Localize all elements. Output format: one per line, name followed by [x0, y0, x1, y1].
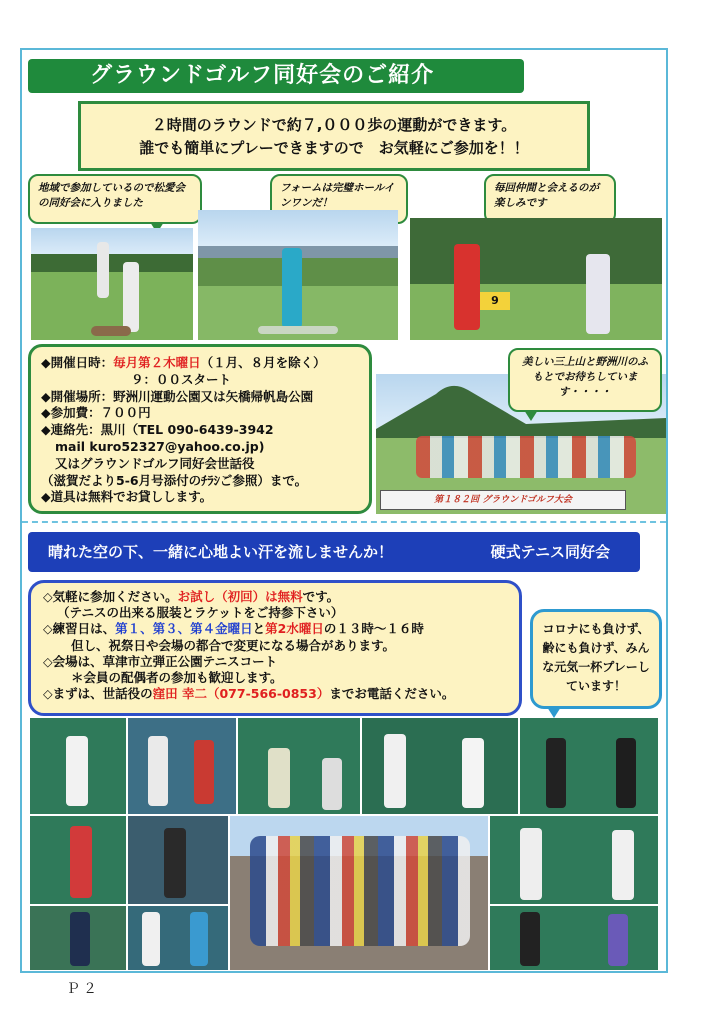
golf-lead-line1: ２時間のラウンドで約７,０００歩の運動ができます。 — [151, 116, 517, 134]
tennis-invitation: 晴れた空の下、一緒に心地よい汗を流しませんか！ — [48, 543, 394, 561]
golf-flag-number: 9 — [480, 292, 510, 310]
tennis-photo-8 — [490, 816, 658, 904]
tennis-line-3mid: と — [252, 621, 266, 637]
golf-photo-1 — [31, 228, 193, 340]
tennis-line-1a: ◇気軽に参加ください。 — [43, 589, 178, 604]
tennis-photo-9 — [30, 906, 126, 970]
golf-info-date-label: ◆開催日時： — [41, 355, 114, 370]
golf-speech-bubble-3-text: 毎回仲間と会えるのが楽しみです — [494, 182, 599, 209]
tennis-line-7b: までお電話ください。 — [329, 686, 455, 702]
golf-photo-3 — [410, 218, 662, 340]
tennis-line-3 — [43, 621, 507, 637]
tennis-group-photo — [230, 816, 488, 970]
golf-speech-bubble-1 — [28, 174, 202, 224]
golf-speech-bubble-2-text: フォームは完璧ホールインワンだ！ — [280, 182, 395, 209]
tennis-wednesday-day: 第2水曜日 — [265, 621, 324, 637]
tennis-speech-bubble — [530, 609, 662, 709]
tennis-photo-7 — [128, 816, 228, 904]
tennis-line-5: ◇会場は、草津市立弾正公園テニスコート — [43, 653, 278, 669]
tennis-line-7 — [43, 686, 507, 702]
tennis-line-2: （テニスの出来る服装とラケットをご持参下さい） — [57, 605, 344, 621]
tennis-info-box — [28, 580, 522, 716]
golf-info-date-note: （１月、８月を除く） — [200, 355, 326, 370]
tennis-photo-10 — [128, 906, 228, 970]
tennis-photo-5 — [520, 718, 658, 814]
golf-section-title: グラウンドゴルフ同好会のご紹介 — [28, 59, 524, 93]
tennis-line-4: 但し、祝祭日や会場の都合で変更になる場合があります。 — [71, 637, 396, 653]
tennis-photo-collage — [30, 718, 658, 970]
golf-lead-box — [78, 101, 590, 171]
golf-info-contact: ◆連絡先：黒川（TEL 090-6439-3942 — [41, 422, 274, 438]
tennis-photo-1 — [30, 718, 126, 814]
golf-info-date-value: 毎月第２木曜日 — [113, 355, 201, 370]
page-number: Ｐ２ — [66, 981, 100, 997]
golf-info-mail: mail kuro52327@yahoo.co.jp) — [55, 438, 265, 454]
tennis-line-6: ＊会員の配偶者の参加も歓迎します。 — [71, 670, 283, 686]
tennis-photo-3 — [238, 718, 360, 814]
golf-photo-2 — [198, 210, 398, 340]
golf-speech-bubble-3 — [484, 174, 616, 224]
golf-speech-bubble-1-text: 地域で参加しているので松愛会の同好会に入りました — [38, 182, 185, 209]
tennis-friday-days: 第１、第３、第４金曜日 — [115, 621, 253, 637]
golf-speech-bubble-4-text: 美しい三上山と野洲川のふもとでお待ちしています・・・・ — [522, 356, 648, 398]
tennis-line-7a: ◇まずは、世話役の — [43, 686, 153, 702]
section-divider — [22, 521, 666, 523]
tennis-contact-person: 窪田 幸二（077-566-0853） — [152, 686, 330, 702]
golf-speech-bubble-4 — [508, 348, 662, 412]
golf-info-admin: 又はグラウンドゴルフ同好会世話役 — [55, 455, 255, 471]
golf-info-fee: ◆参加費：７００円 — [41, 405, 151, 421]
tennis-line-1b: です。 — [302, 589, 340, 604]
tennis-section-bar — [28, 532, 640, 572]
tennis-line-1 — [43, 589, 507, 605]
golf-info-place: ◆開催場所：野洲川運動公園又は矢橋帰帆島公園 — [41, 388, 314, 404]
golf-info-box — [28, 344, 372, 514]
tennis-speech-bubble-text: コロナにも負けず、齢にも負けず、みんな元気一杯プレーしています！ — [542, 622, 650, 693]
tennis-line-3b: の１３時〜１６時 — [323, 621, 424, 637]
tennis-free-trial: お試し（初回）は無料 — [177, 589, 303, 604]
golf-info-start: ９：００スタート — [131, 371, 232, 387]
tennis-photo-4 — [362, 718, 518, 814]
golf-tournament-banner: 第１８２回 グラウンドゴルフ大会 — [380, 490, 626, 510]
golf-info-date — [41, 355, 359, 372]
golf-info-ref: （滋賀だより5-6月号添付のﾁﾗｼご参照）まで。 — [41, 472, 308, 488]
tennis-photo-11 — [490, 906, 658, 970]
golf-lead-line2: 誰でも簡単にプレーできますので お気軽にご参加を！！ — [139, 139, 529, 157]
tennis-photo-2 — [128, 718, 236, 814]
tennis-line-3a: ◇練習日は、 — [43, 621, 116, 637]
tennis-photo-6 — [30, 816, 126, 904]
golf-info-tools: ◆道具は無料でお貸しします。 — [41, 489, 213, 505]
tennis-club-name: 硬式テニス同好会 — [490, 543, 610, 561]
